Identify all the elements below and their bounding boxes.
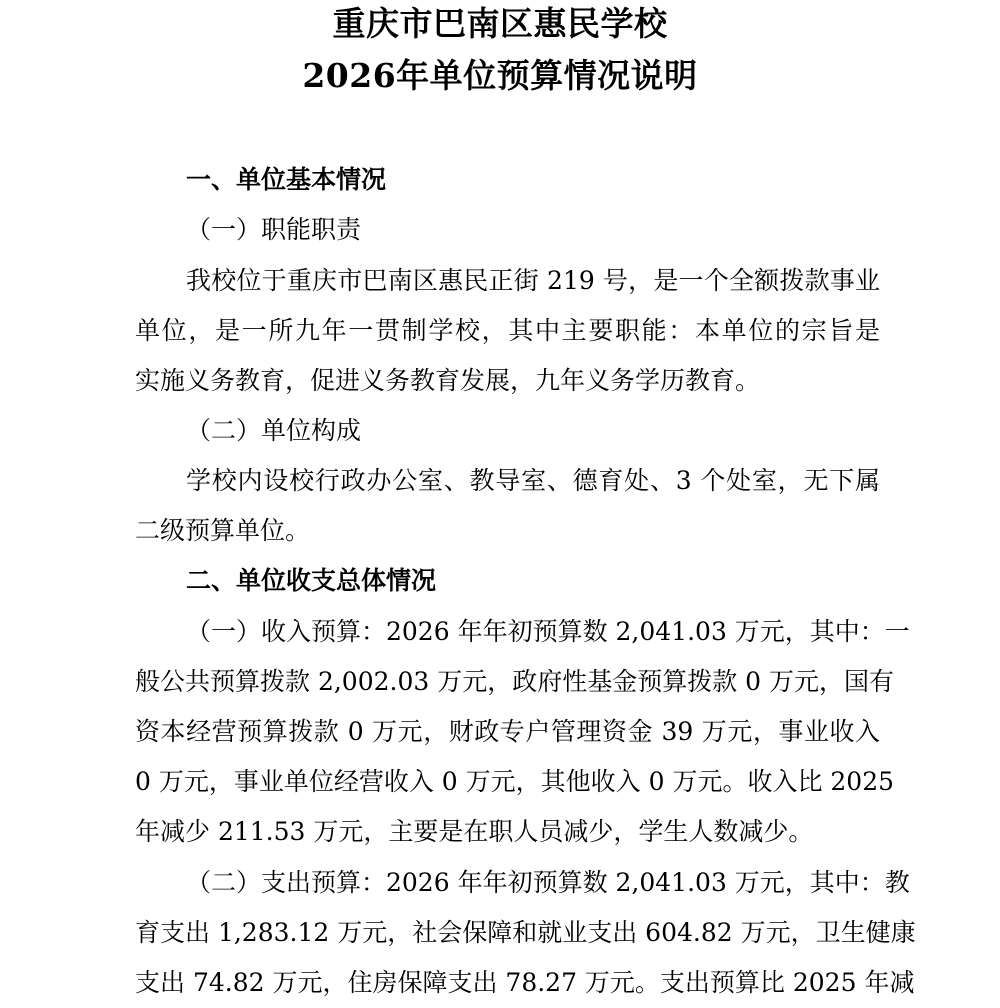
paragraph-line: （一）收入预算：2026 年年初预算数 2,041.03 万元，其中：一: [186, 617, 910, 646]
paragraph-line: 育支出 1,283.12 万元，社会保障和就业支出 604.82 万元，卫生健康: [135, 918, 916, 947]
paragraph-line: 0 万元，事业单位经营收入 0 万元，其他收入 0 万元。收入比 2025: [135, 767, 895, 796]
paragraph-line: 单位，是一所九年一贯制学校，其中主要职能：本单位的宗旨是: [135, 316, 880, 345]
paragraph-line: 学校内设校行政办公室、教导室、德育处、3 个处室，无下属: [186, 466, 880, 495]
section-heading-1: 一、单位基本情况: [186, 165, 387, 194]
paragraph-line: 资本经营预算拨款 0 万元，财政专户管理资金 39 万元，事业收入: [135, 717, 880, 746]
paragraph-line: 实施义务教育，促进义务教育发展，九年义务学历教育。: [135, 366, 761, 395]
paragraph-line: 年减少 211.53 万元，主要是在职人员减少，学生人数减少。: [135, 817, 814, 846]
paragraph-line: 我校位于重庆市巴南区惠民正街 219 号，是一个全额拨款事业: [186, 266, 880, 295]
section-heading-2: 二、单位收支总体情况: [186, 566, 437, 595]
subsection-heading: （一）职能职责: [186, 215, 362, 244]
document-title-line-1: 重庆市巴南区惠民学校: [332, 4, 668, 43]
paragraph-line: （二）支出预算：2026 年年初预算数 2,041.03 万元，其中：教: [186, 868, 910, 897]
subsection-heading: （二）单位构成: [186, 416, 362, 445]
paragraph-line: 般公共预算拨款 2,002.03 万元，政府性基金预算拨款 0 万元，国有: [135, 667, 895, 696]
document-title-line-2: 2026年单位预算情况说明: [302, 56, 698, 95]
paragraph-line: 二级预算单位。: [135, 516, 311, 545]
paragraph-line: 支出 74.82 万元，住房保障支出 78.27 万元。支出预算比 2025 年减: [135, 968, 915, 997]
